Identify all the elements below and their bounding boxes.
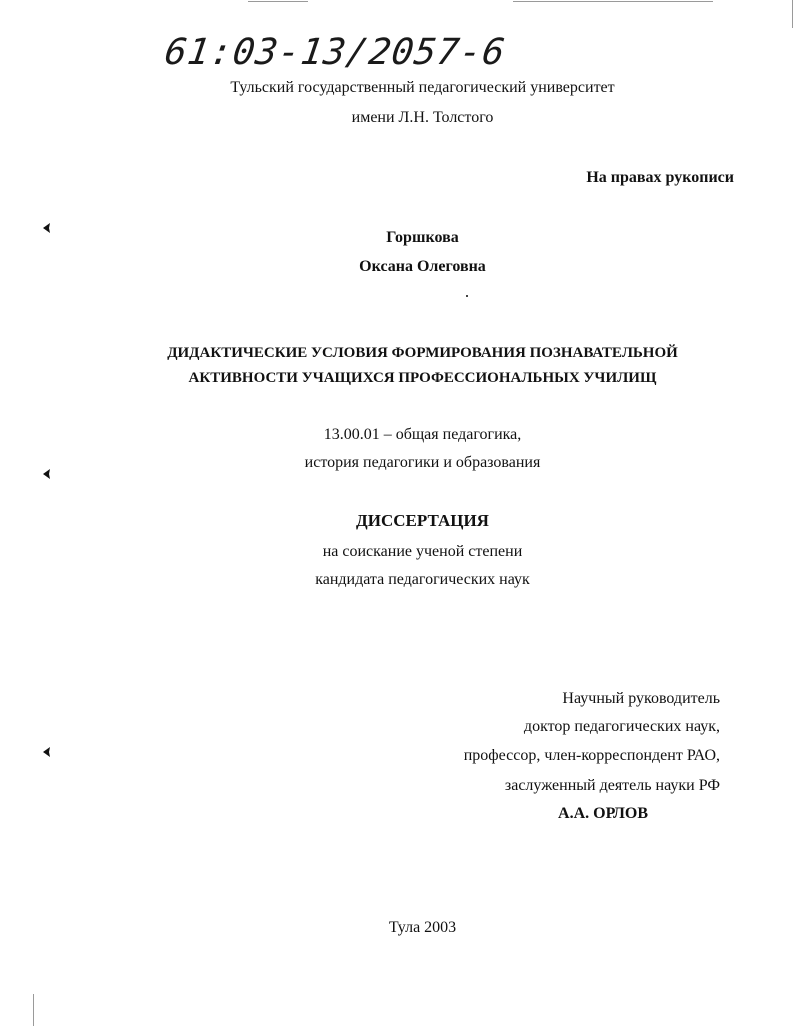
work-type-purpose: на соискание ученой степени bbox=[322, 543, 523, 560]
supervisor-honor: заслуженный деятель науки РФ bbox=[504, 777, 720, 794]
scan-edge bbox=[33, 994, 34, 1026]
author-given-names: Оксана Олеговна bbox=[359, 258, 486, 275]
scan-artifact-line bbox=[248, 1, 308, 2]
margin-marker-icon bbox=[42, 468, 52, 480]
scan-speck bbox=[466, 295, 468, 297]
specialty-name: история педагогики и образования bbox=[304, 454, 541, 471]
dissertation-title-line-2: АКТИВНОСТИ УЧАЩИХСЯ ПРОФЕССИОНАЛЬНЫХ УЧИЛИЩ bbox=[188, 370, 657, 386]
manuscript-rights: На правах рукописи bbox=[586, 169, 734, 186]
supervisor-position: профессор, член-корреспондент РАО, bbox=[463, 747, 720, 764]
handwritten-call-number: 61:03-13/2057-6 bbox=[162, 32, 508, 73]
scan-artifact-line bbox=[513, 1, 713, 2]
specialty-code: 13.00.01 – общая педагогика, bbox=[323, 426, 522, 443]
university-name: Тульский государственный педагогический университет bbox=[230, 79, 615, 96]
supervisor-name: А.А. ОРЛОВ bbox=[558, 805, 648, 822]
author-surname: Горшкова bbox=[386, 229, 459, 246]
scan-edge bbox=[792, 0, 793, 28]
city-year: Тула 2003 bbox=[388, 919, 457, 936]
university-named-after: имени Л.Н. Толстого bbox=[351, 109, 494, 126]
margin-marker-icon bbox=[42, 746, 52, 758]
dissertation-title-line-1: ДИДАКТИЧЕСКИЕ УСЛОВИЯ ФОРМИРОВАНИЯ ПОЗНАВАТЕЛЬНОЙ bbox=[167, 345, 678, 361]
supervisor-role: Научный руководитель bbox=[562, 690, 720, 707]
work-type-label: ДИССЕРТАЦИЯ bbox=[356, 511, 489, 530]
supervisor-degree: доктор педагогических наук, bbox=[523, 718, 720, 735]
work-type-degree: кандидата педагогических наук bbox=[315, 571, 530, 588]
